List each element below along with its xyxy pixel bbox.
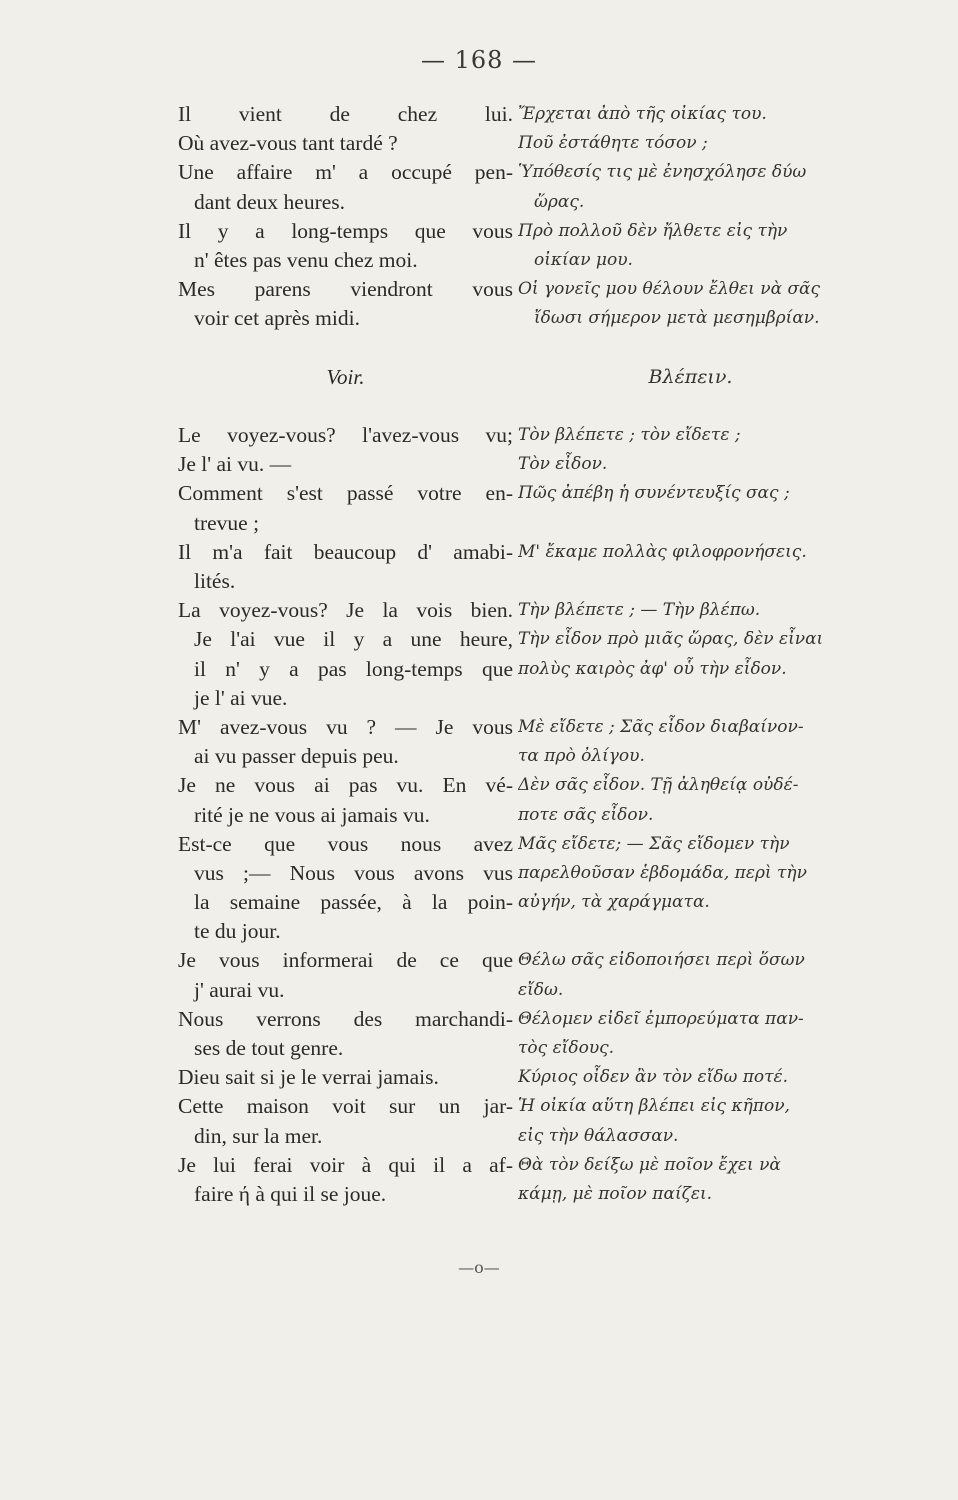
french-line: j' aurai vu. — [194, 977, 285, 1002]
greek-line: Θέλω σᾶς εἰδοποιήσει περὶ ὅσων — [518, 950, 805, 971]
french-line: Il vient de chez lui. — [178, 102, 513, 126]
french-line: Une affaire m' a occupé pen- — [178, 160, 513, 185]
greek-line: Θέλομεν εἰδεῖ ἐμπορεύματα παν- — [518, 1008, 804, 1029]
french-line: Le voyez-vous? l'avez-vous vu; — [178, 423, 513, 448]
french-line: Cette maison voit sur un jar- — [178, 1094, 513, 1119]
french-line: vus ;— Nous vous avons vus — [194, 860, 513, 885]
french-line: te du jour. — [194, 919, 281, 944]
french-line: Je vous informerai de ce que — [178, 948, 513, 973]
greek-line: τα πρὸ ὀλίγου. — [518, 746, 645, 767]
french-line: La voyez-vous? Je la vois bien. — [178, 598, 513, 623]
greek-line: Τὴν βλέπετε ; — Τὴν βλέπω. — [518, 600, 761, 621]
greek-line: Πρὸ πολλοῦ δὲν ἤλθετε εἰς τὴν — [518, 220, 788, 241]
spacer — [178, 392, 513, 421]
french-line: ses de tout genre. — [194, 1036, 344, 1060]
french-line: Comment s'est passé votre en- — [178, 481, 513, 506]
greek-line: Κύριος οἶδεν ἂν τὸν εἴδω ποτέ. — [518, 1067, 789, 1088]
greek-line: Ποῦ ἐστάθητε τόσον ; — [518, 133, 708, 154]
french-line: n' êtes pas venu chez moi. — [194, 247, 418, 272]
greek-line: Μὲ εἴδετε ; Σᾶς εἶδον διαβαίνον- — [518, 716, 804, 737]
french-line: dant deux heures. — [194, 189, 346, 214]
french-column — [178, 100, 513, 1209]
spacer — [518, 917, 863, 946]
french-line: faire ή à qui il se joue. — [194, 1181, 387, 1206]
french-line: ai vu passer depuis peu. — [194, 744, 399, 769]
french-line: Il y a long-temps que vous — [178, 218, 513, 243]
greek-line: Ἡ οἰκία αὕτη βλέπει εἰς κῆπον, — [518, 1096, 790, 1117]
spacer — [518, 509, 863, 538]
french-line: Je l' ai vu. — — [178, 452, 292, 477]
greek-line: οἰκίαν μου. — [534, 249, 633, 270]
greek-line: Δὲν σᾶς εἶδον. Τῇ ἀληθείᾳ οὐδέ- — [518, 775, 799, 796]
french-line: voir cet après midi. — [194, 306, 360, 331]
french-line: trevue ; — [194, 510, 260, 535]
greek-line: κάμῃ, μὲ ποῖον παίζει. — [518, 1183, 713, 1204]
french-line: Je lui ferai voir à qui il a af- — [178, 1152, 513, 1177]
greek-line: εἴδω. — [518, 979, 564, 1000]
section-heading-greek: Βλέπειν. — [648, 365, 733, 388]
greek-line: αὐγήν, τὰ χαράγματα. — [518, 892, 710, 913]
french-line: Mes parens viendront vous — [178, 277, 513, 302]
spacer — [518, 334, 863, 363]
greek-line: Ὑπόθεσίς τις μὲ ἐνησχόλησε δύω — [518, 162, 807, 183]
greek-line: Μᾶς εἴδετε; — Σᾶς εἴδομεν τὴν — [518, 833, 790, 854]
spacer — [178, 334, 513, 363]
greek-line: ἴδωσι σήμερον μετὰ μεσημβρίαν. — [534, 308, 820, 329]
spacer — [518, 567, 863, 596]
greek-line: Πῶς ἀπέβη ἡ συνέντευξίς σας ; — [518, 483, 790, 504]
greek-line: τὸς εἴδους. — [518, 1038, 615, 1058]
greek-line: παρελθοῦσαν ἑβδομάδα, περὶ τὴν — [518, 862, 807, 883]
spacer — [518, 684, 863, 713]
greek-line: Μ' ἔκαμε πολλὰς φιλοφρονήσεις. — [518, 541, 807, 562]
greek-line: ποτε σᾶς εἶδον. — [518, 804, 654, 825]
french-line: je l' ai vue. — [194, 685, 288, 710]
french-line: Je l'ai vue il y a une heure, — [194, 627, 513, 652]
french-line: Nous verrons des marchandi- — [178, 1006, 513, 1031]
french-line: la semaine passée, à la poin- — [194, 890, 513, 915]
french-line: Est-ce que vous nous avez — [178, 831, 513, 856]
greek-line: Οἱ γονεῖς μου θέλουν ἔλθει νὰ σᾶς — [518, 279, 821, 300]
french-line: M' avez-vous vu ? — Je vous — [178, 714, 513, 739]
french-line: Je ne vous ai pas vu. En vé- — [178, 773, 513, 798]
greek-line: ὥρας. — [534, 191, 585, 212]
greek-column — [518, 100, 863, 1209]
french-line: Il m'a fait beaucoup d' amabi- — [178, 539, 513, 564]
footer-ornament: —o— — [458, 1258, 500, 1277]
french-line: din, sur la mer. — [194, 1123, 323, 1148]
greek-line: Τὸν εἶδον. — [518, 454, 608, 475]
french-line: Dieu sait si je le verrai jamais. — [178, 1065, 439, 1090]
greek-line: Θὰ τὸν δείξω μὲ ποῖον ἔχει νὰ — [518, 1154, 781, 1175]
french-line: lités. — [194, 569, 236, 593]
greek-line: Τὴν εἶδον πρὸ μιᾶς ὥρας, δὲν εἶναι — [518, 629, 824, 650]
french-line: il n' y a pas long-temps que — [194, 656, 513, 681]
greek-line: εἰς τὴν θάλασσαν. — [518, 1125, 679, 1146]
greek-line: πολὺς καιρὸς ἀφ' οὗ τὴν εἶδον. — [518, 658, 787, 679]
spacer — [518, 392, 863, 421]
page-number: — 168 — — [420, 46, 538, 74]
greek-line: Ἔρχεται ἀπὸ τῆς οἰκίας του. — [518, 104, 767, 124]
french-line: Où avez-vous tant tardé ? — [178, 131, 398, 156]
french-line: rité je ne vous ai jamais vu. — [194, 802, 430, 827]
greek-line: Τὸν βλέπετε ; τὸν εἴδετε ; — [518, 425, 741, 446]
section-heading-french: Voir. — [326, 364, 365, 389]
